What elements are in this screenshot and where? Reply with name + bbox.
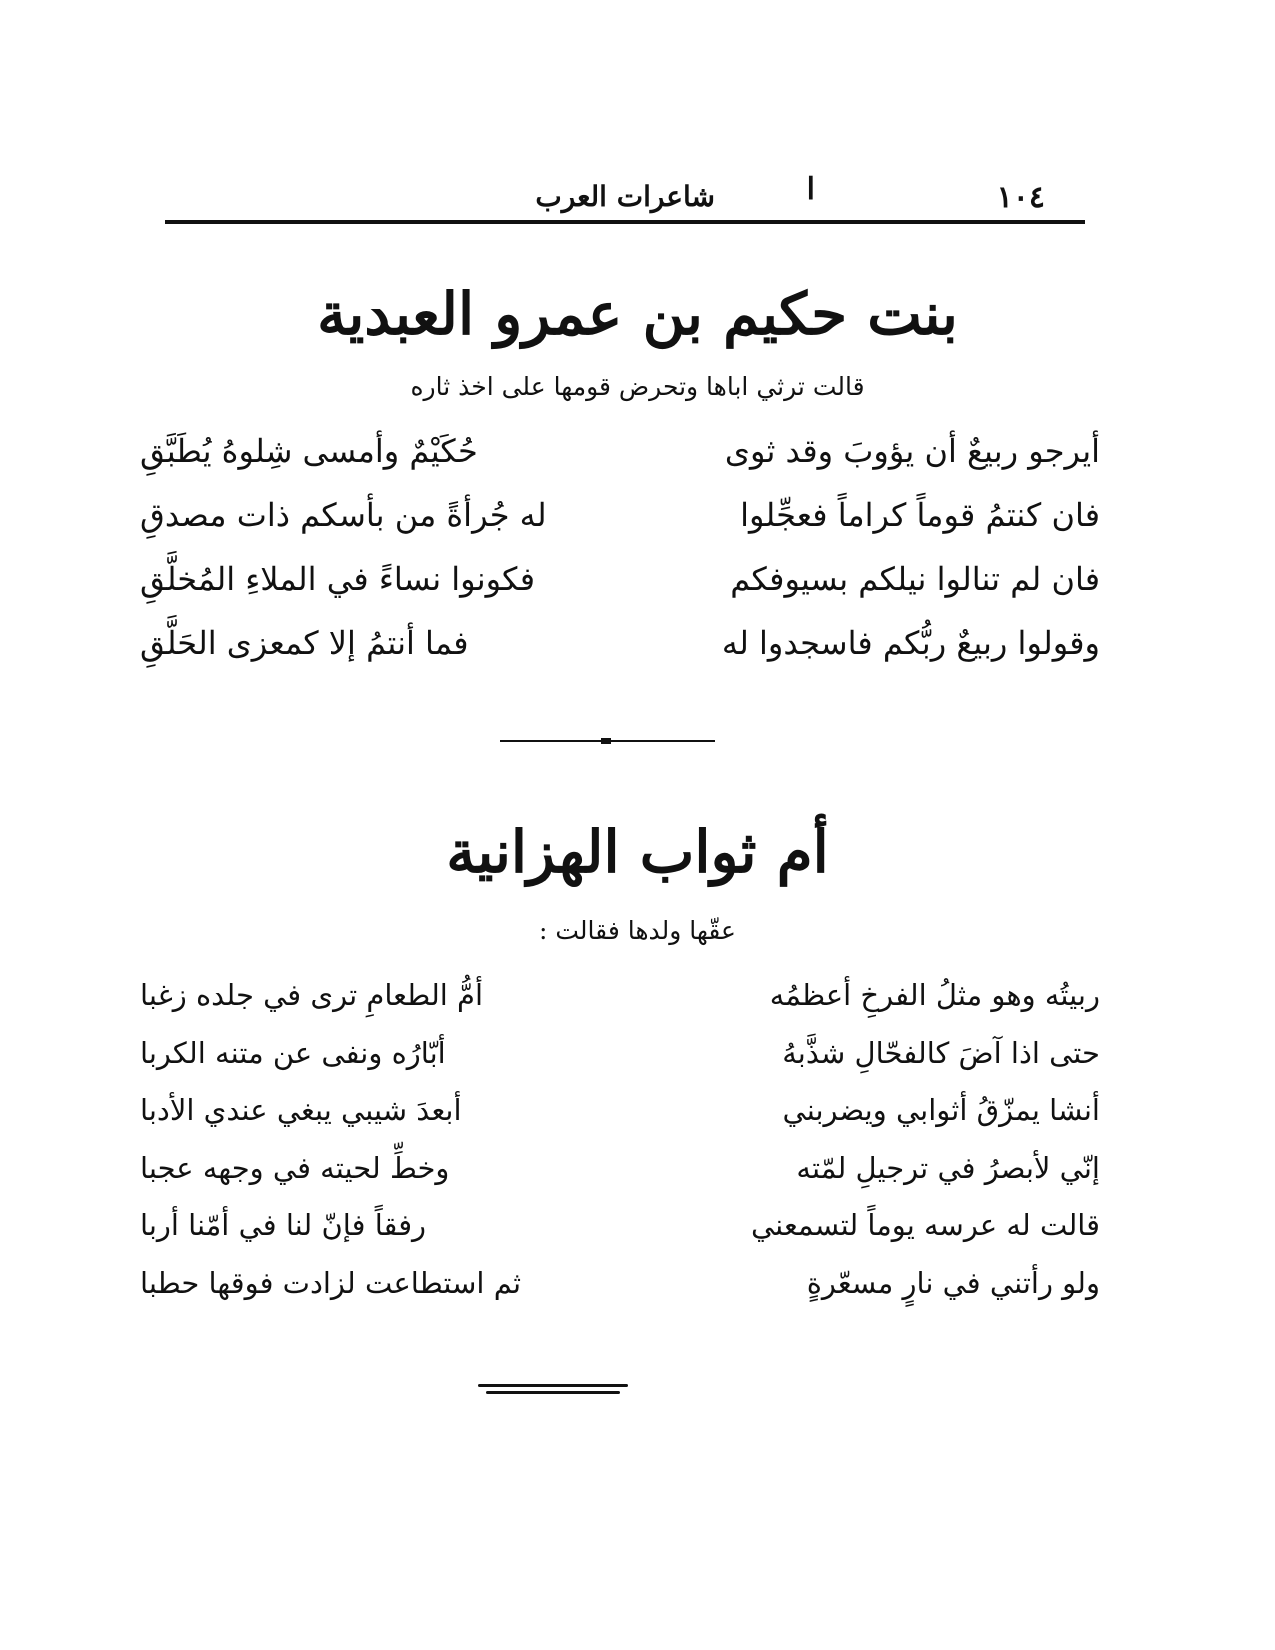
verse <box>140 496 1100 560</box>
separator-dot <box>601 738 611 744</box>
section-intro: عقّها ولدها فقالت : <box>539 916 736 945</box>
page-number: ١٠٤ <box>996 180 1045 215</box>
verse <box>140 1093 1100 1151</box>
verse-second-hemistich: فما أنتمُ إلا كمعزى الحَلَّقِ <box>140 624 469 662</box>
verse-first-hemistich: فان كنتمُ قوماً كراماً فعجِّلوا <box>740 496 1100 534</box>
verse-second-hemistich: رفقاً فإنّ لنا في أمّنا أربا <box>140 1208 427 1242</box>
verse <box>140 1036 1100 1094</box>
verse-second-hemistich: ثم استطاعت لزادت فوقها حطبا <box>140 1265 522 1300</box>
end-ornament <box>478 1384 628 1398</box>
ornament-bar <box>478 1384 628 1387</box>
verse-second-hemistich: فكونوا نساءً في الملاءِ المُخلَّقِ <box>140 560 536 598</box>
section-intro: قالت ترثي اباها وتحرض قومها على اخذ ثاره <box>410 372 865 401</box>
verse-second-hemistich: له جُرأةً من بأسكم ذات مصدقِ <box>140 496 547 534</box>
verse-first-hemistich: فان لم تنالوا نيلكم بسيوفكم <box>730 560 1100 598</box>
verse <box>140 1151 1100 1209</box>
verse-first-hemistich: حتى اذا آضَ كالفحّالِ شذَّبهُ <box>782 1035 1100 1070</box>
verse <box>140 432 1100 496</box>
header-rule <box>165 220 1085 224</box>
verse-second-hemistich: أبعدَ شيبي يبغي عندي الأدبا <box>140 1093 462 1127</box>
verse-first-hemistich: قالت له عرسه يوماً لتسمعني <box>751 1208 1100 1242</box>
verse-first-hemistich: أنشا يمزّقُ أثوابي ويضربني <box>782 1093 1100 1127</box>
verse-first-hemistich: ربيتُه وهو مثلُ الفرخِ أعظمُه <box>769 978 1100 1012</box>
running-title: شاعرات العرب <box>535 180 715 213</box>
poem-verses <box>140 432 1100 688</box>
verse <box>140 1266 1100 1324</box>
verse <box>140 978 1100 1036</box>
section-title: أم ثواب الهزانية <box>446 818 829 886</box>
verse-first-hemistich: إنّي لأبصرُ في ترجيلِ لمّته <box>796 1150 1100 1185</box>
section-title: بنت حكيم بن عمرو العبدية <box>317 280 958 348</box>
verse-first-hemistich: ولو رأتني في نارٍ مسعّرةٍ <box>806 1265 1100 1300</box>
running-head <box>165 172 1085 220</box>
poem-verses <box>140 978 1100 1323</box>
verse-second-hemistich: أمُّ الطعامِ ترى في جلده زغبا <box>140 978 484 1012</box>
verse-first-hemistich: وقولوا ربيعٌ ربُّكم فاسجدوا له <box>721 624 1100 662</box>
verse-second-hemistich: حُكَيْمٌ وأمسى شِلوهُ يُطَبَّقِ <box>140 432 478 470</box>
verse <box>140 1208 1100 1266</box>
verse-second-hemistich: أبّارُه ونفى عن متنه الكربا <box>140 1035 446 1070</box>
ornament-bar <box>486 1391 620 1394</box>
verse-first-hemistich: أيرجو ربيعٌ أن يؤوبَ وقد ثوى <box>724 432 1100 470</box>
verse <box>140 624 1100 688</box>
verse <box>140 560 1100 624</box>
header-mark: ا <box>806 172 815 207</box>
verse-second-hemistich: وخطِّ لحيته في وجهه عجبا <box>140 1150 450 1185</box>
